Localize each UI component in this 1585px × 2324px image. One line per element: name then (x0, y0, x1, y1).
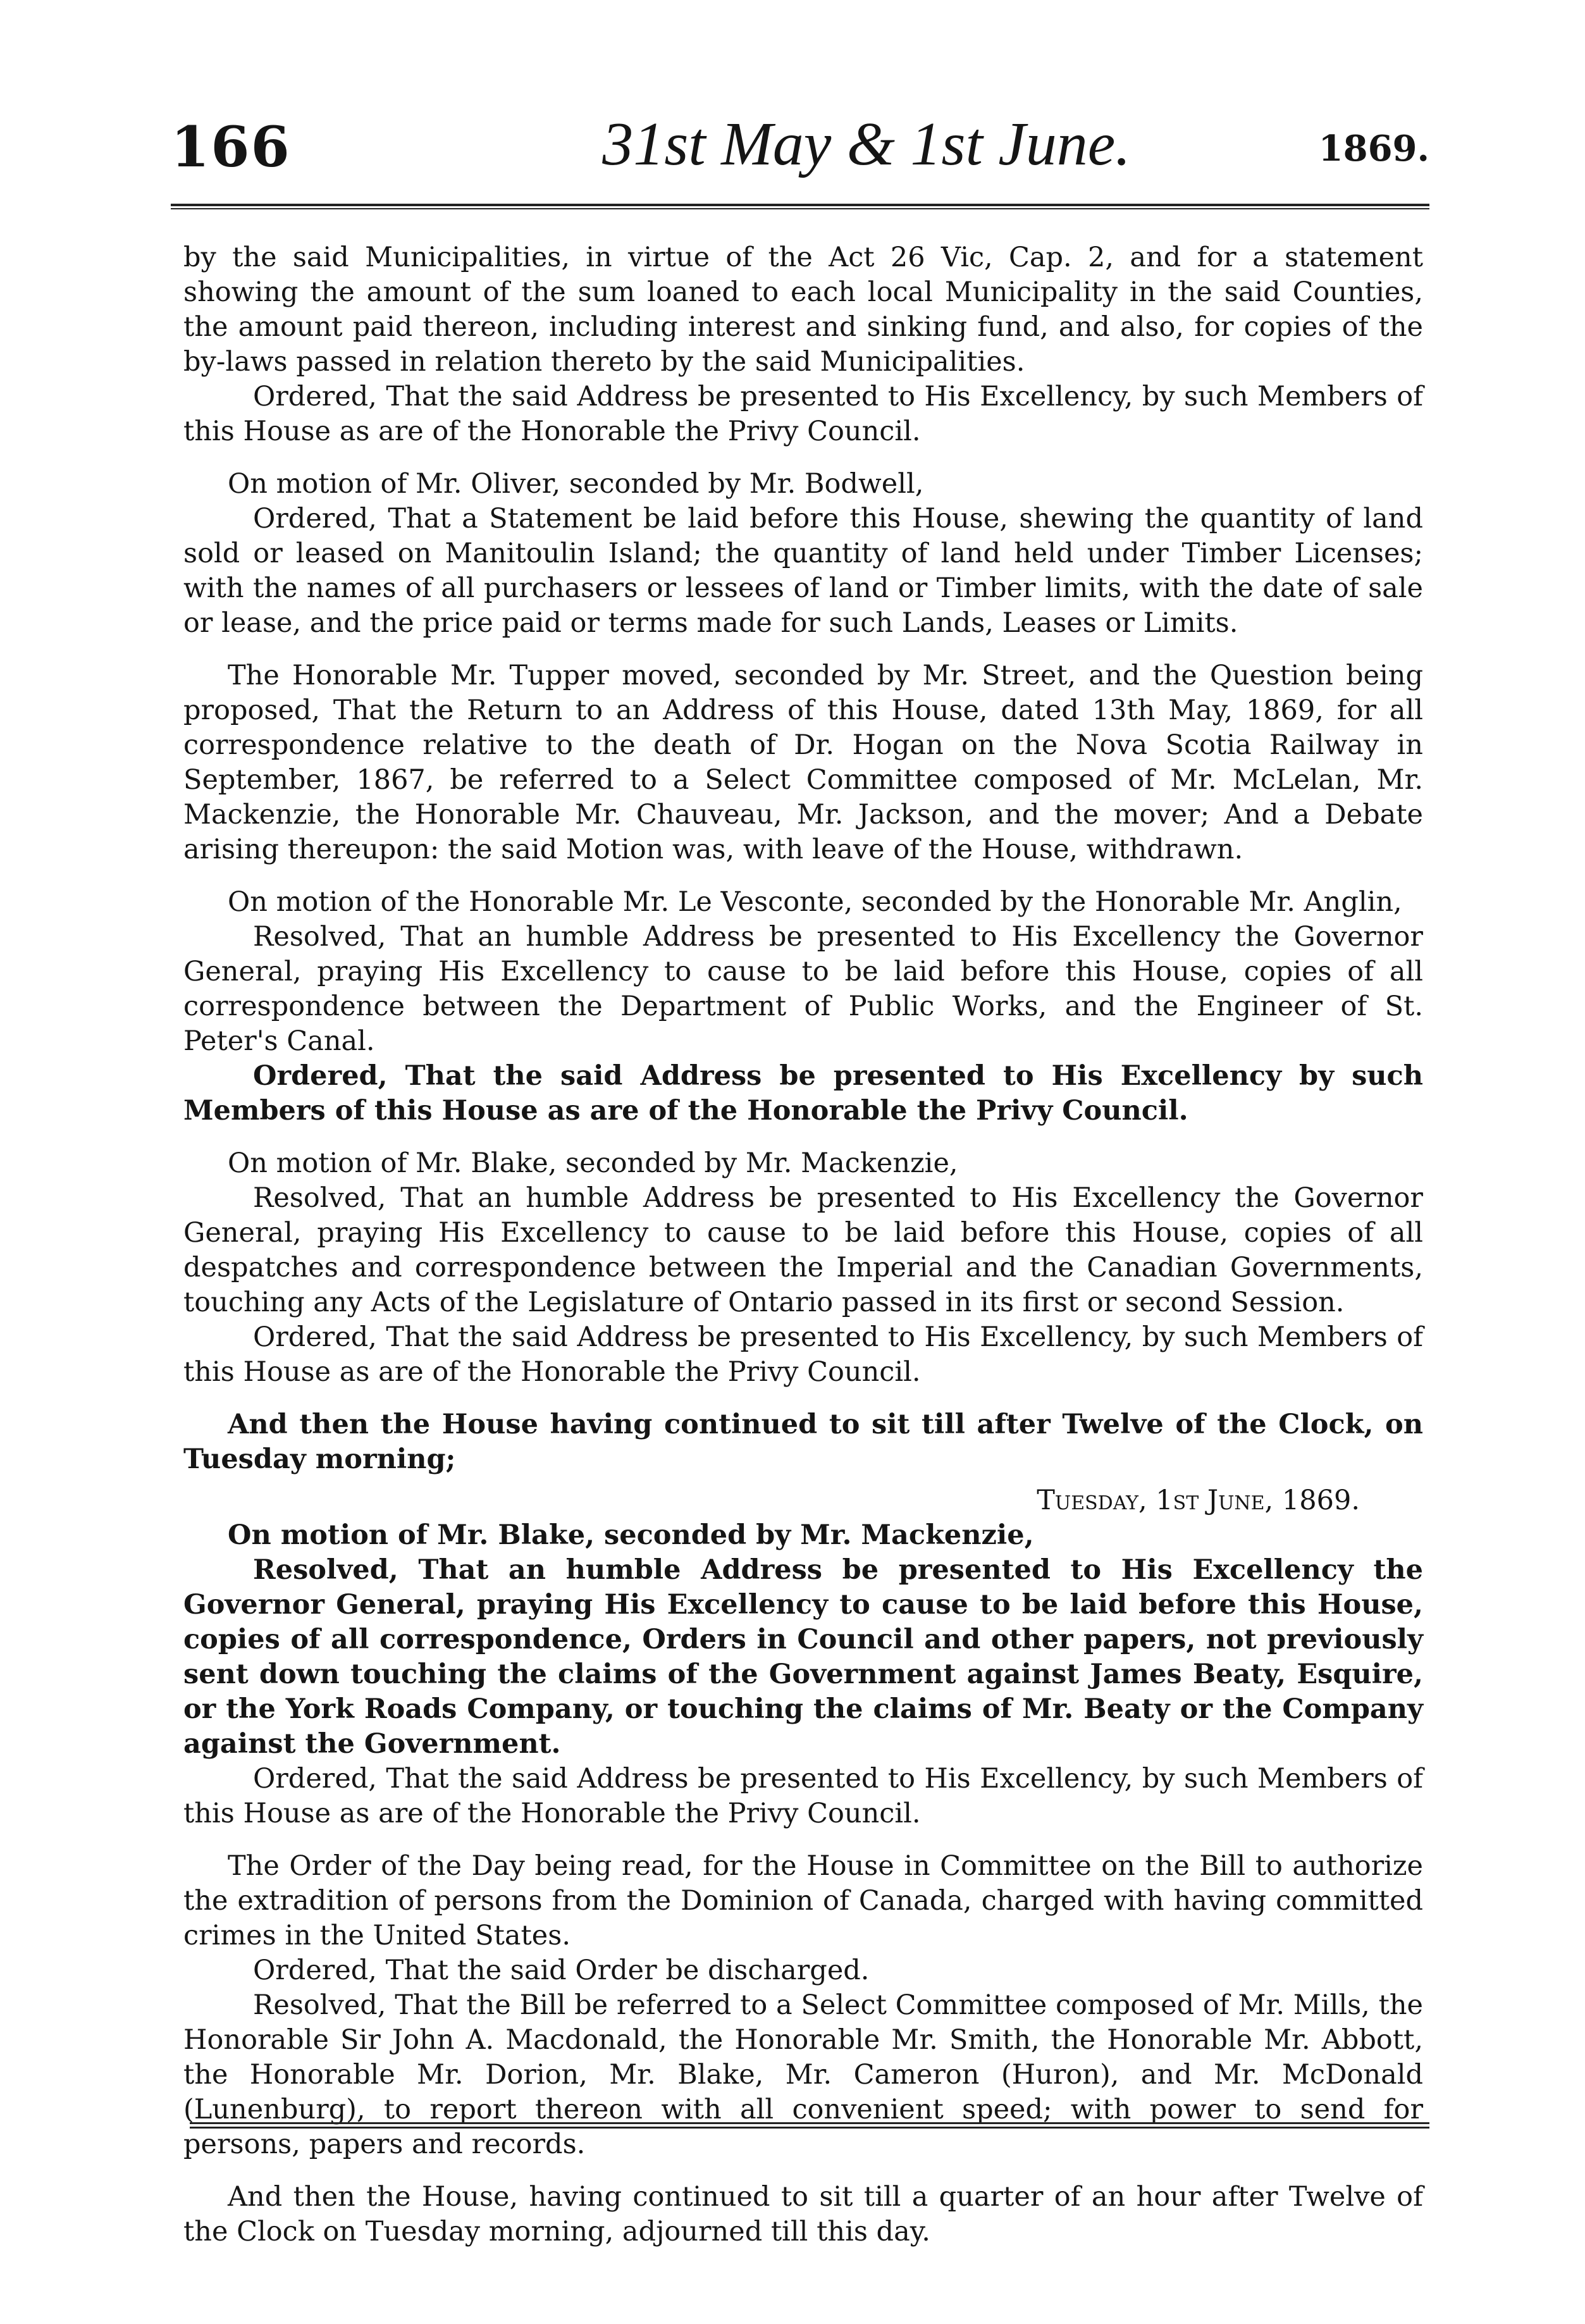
paragraph: Ordered, That the said Address be presented to His Excellency, by such Members of this House as are of the Honorable the Privy Council. (183, 1763, 1423, 1829)
paragraph: by the said Municipalities, in virtue of the Act 26 Vic, Cap. 2, and for a statement showing the amount of the sum loaned to each local Municipality in the said Counties, the amount paid thereon, including interest and sinking fund, and also, for copies of the by-laws passed in relation thereto by the said Municipalities. (183, 242, 1423, 378)
page-year: 1869. (1318, 128, 1429, 170)
paragraph: Resolved, That an humble Address be presented to His Excellency the Governor General, praying His Excellency to cause to be laid before this House, copies of all correspondence between the Department of Public Works, and the Engineer of St. Peter's Canal. (183, 921, 1423, 1057)
paragraph: Ordered, That the said Address be presented to His Excellency by such Members of this House as are of the Honorable the Privy Council. (183, 1060, 1423, 1127)
dateline: Tuesday, 1st June, 1869. (1037, 1485, 1360, 1516)
header-rule (171, 204, 1429, 209)
motion-line: On motion of Mr. Blake, seconded by Mr. Mackenzie, (228, 1519, 1034, 1551)
paragraph: Ordered, That the said Order be discharged. (253, 1955, 870, 1986)
motion-line: On motion of the Honorable Mr. Le Vesconte, seconded by the Honorable Mr. Anglin, (228, 886, 1402, 918)
paragraph: Ordered, That the said Address be presented to His Excellency, by such Members of this House as are of the Honorable the Privy Council. (183, 381, 1423, 447)
page-title: 31st May & 1st June. (602, 110, 1131, 178)
paragraph: And then the House, having continued to sit till a quarter of an hour after Twelve of the Clock on Tuesday morning, adjourned till this day. (183, 2181, 1423, 2247)
paragraph: The Order of the Day being read, for the House in Committee on the Bill to authorize the extradition of persons from the Dominion of Canada, charged with having committed crimes in the United States. (183, 1850, 1423, 1951)
paragraph: Resolved, That an humble Address be presented to His Excellency the Governor General, praying His Excellency to cause to be laid before this House, copies of all correspondence, Orders in Council and other papers, not previously sent down touching the claims of the Government against James Beaty, Esquire, or the York Roads Company, or touching the claims of Mr. Beaty or the Company against the Government. (183, 1554, 1423, 1760)
paragraph: Resolved, That an humble Address be presented to His Excellency the Governor General, praying His Excellency to cause to be laid before this House, copies of all despatches and correspondence between the Imperial and the Canadian Governments, touching any Acts of the Legislature of Ontario passed in its first or second Session. (183, 1182, 1423, 1318)
journal-body (183, 240, 1423, 2249)
paragraph: Ordered, That a Statement be laid before this House, shewing the quantity of land sold or leased on Manitoulin Island; the quantity of land held under Timber Licenses; with the names of all purchasers or lessees of land or Timber limits, with the date of sale or lease, and the price paid or terms made for such Lands, Leases or Limits. (183, 503, 1423, 639)
page-header (171, 110, 1429, 190)
motion-line: On motion of Mr. Blake, seconded by Mr. Mackenzie, (228, 1147, 958, 1179)
paragraph: Resolved, That the Bill be referred to a Select Committee composed of Mr. Mills, the Honorable Sir John A. Macdonald, the Honorable Mr. Smith, the Honorable Mr. Abbott, the Honorable Mr. Dorion, Mr. Blake, Mr. Cameron (Huron), and Mr. McDonald (Lunenburg), to report thereon with all convenient speed; with power to send for persons, papers and records. (183, 1989, 1423, 2160)
paragraph: The Honorable Mr. Tupper moved, seconded by Mr. Street, and the Question being proposed, That the Return to an Address of this House, dated 13th May, 1869, for all correspondence relative to the death of Dr. Hogan on the Nova Scotia Railway in September, 1867, be referred to a Select Committee composed of Mr. McLelan, Mr. Mackenzie, the Honorable Mr. Chauveau, Mr. Jackson, and the mover; And a Debate arising thereupon: the said Motion was, with leave of the House, withdrawn. (183, 660, 1423, 865)
page-number: 166 (171, 114, 291, 180)
paragraph: Ordered, That the said Address be presented to His Excellency, by such Members of this House as are of the Honorable the Privy Council. (183, 1321, 1423, 1388)
footer-rule (190, 2122, 1429, 2129)
paragraph: And then the House having continued to sit till after Twelve of the Clock, on Tuesday morning; (183, 1409, 1423, 1475)
motion-line: On motion of Mr. Oliver, seconded by Mr. Bodwell, (228, 468, 924, 500)
